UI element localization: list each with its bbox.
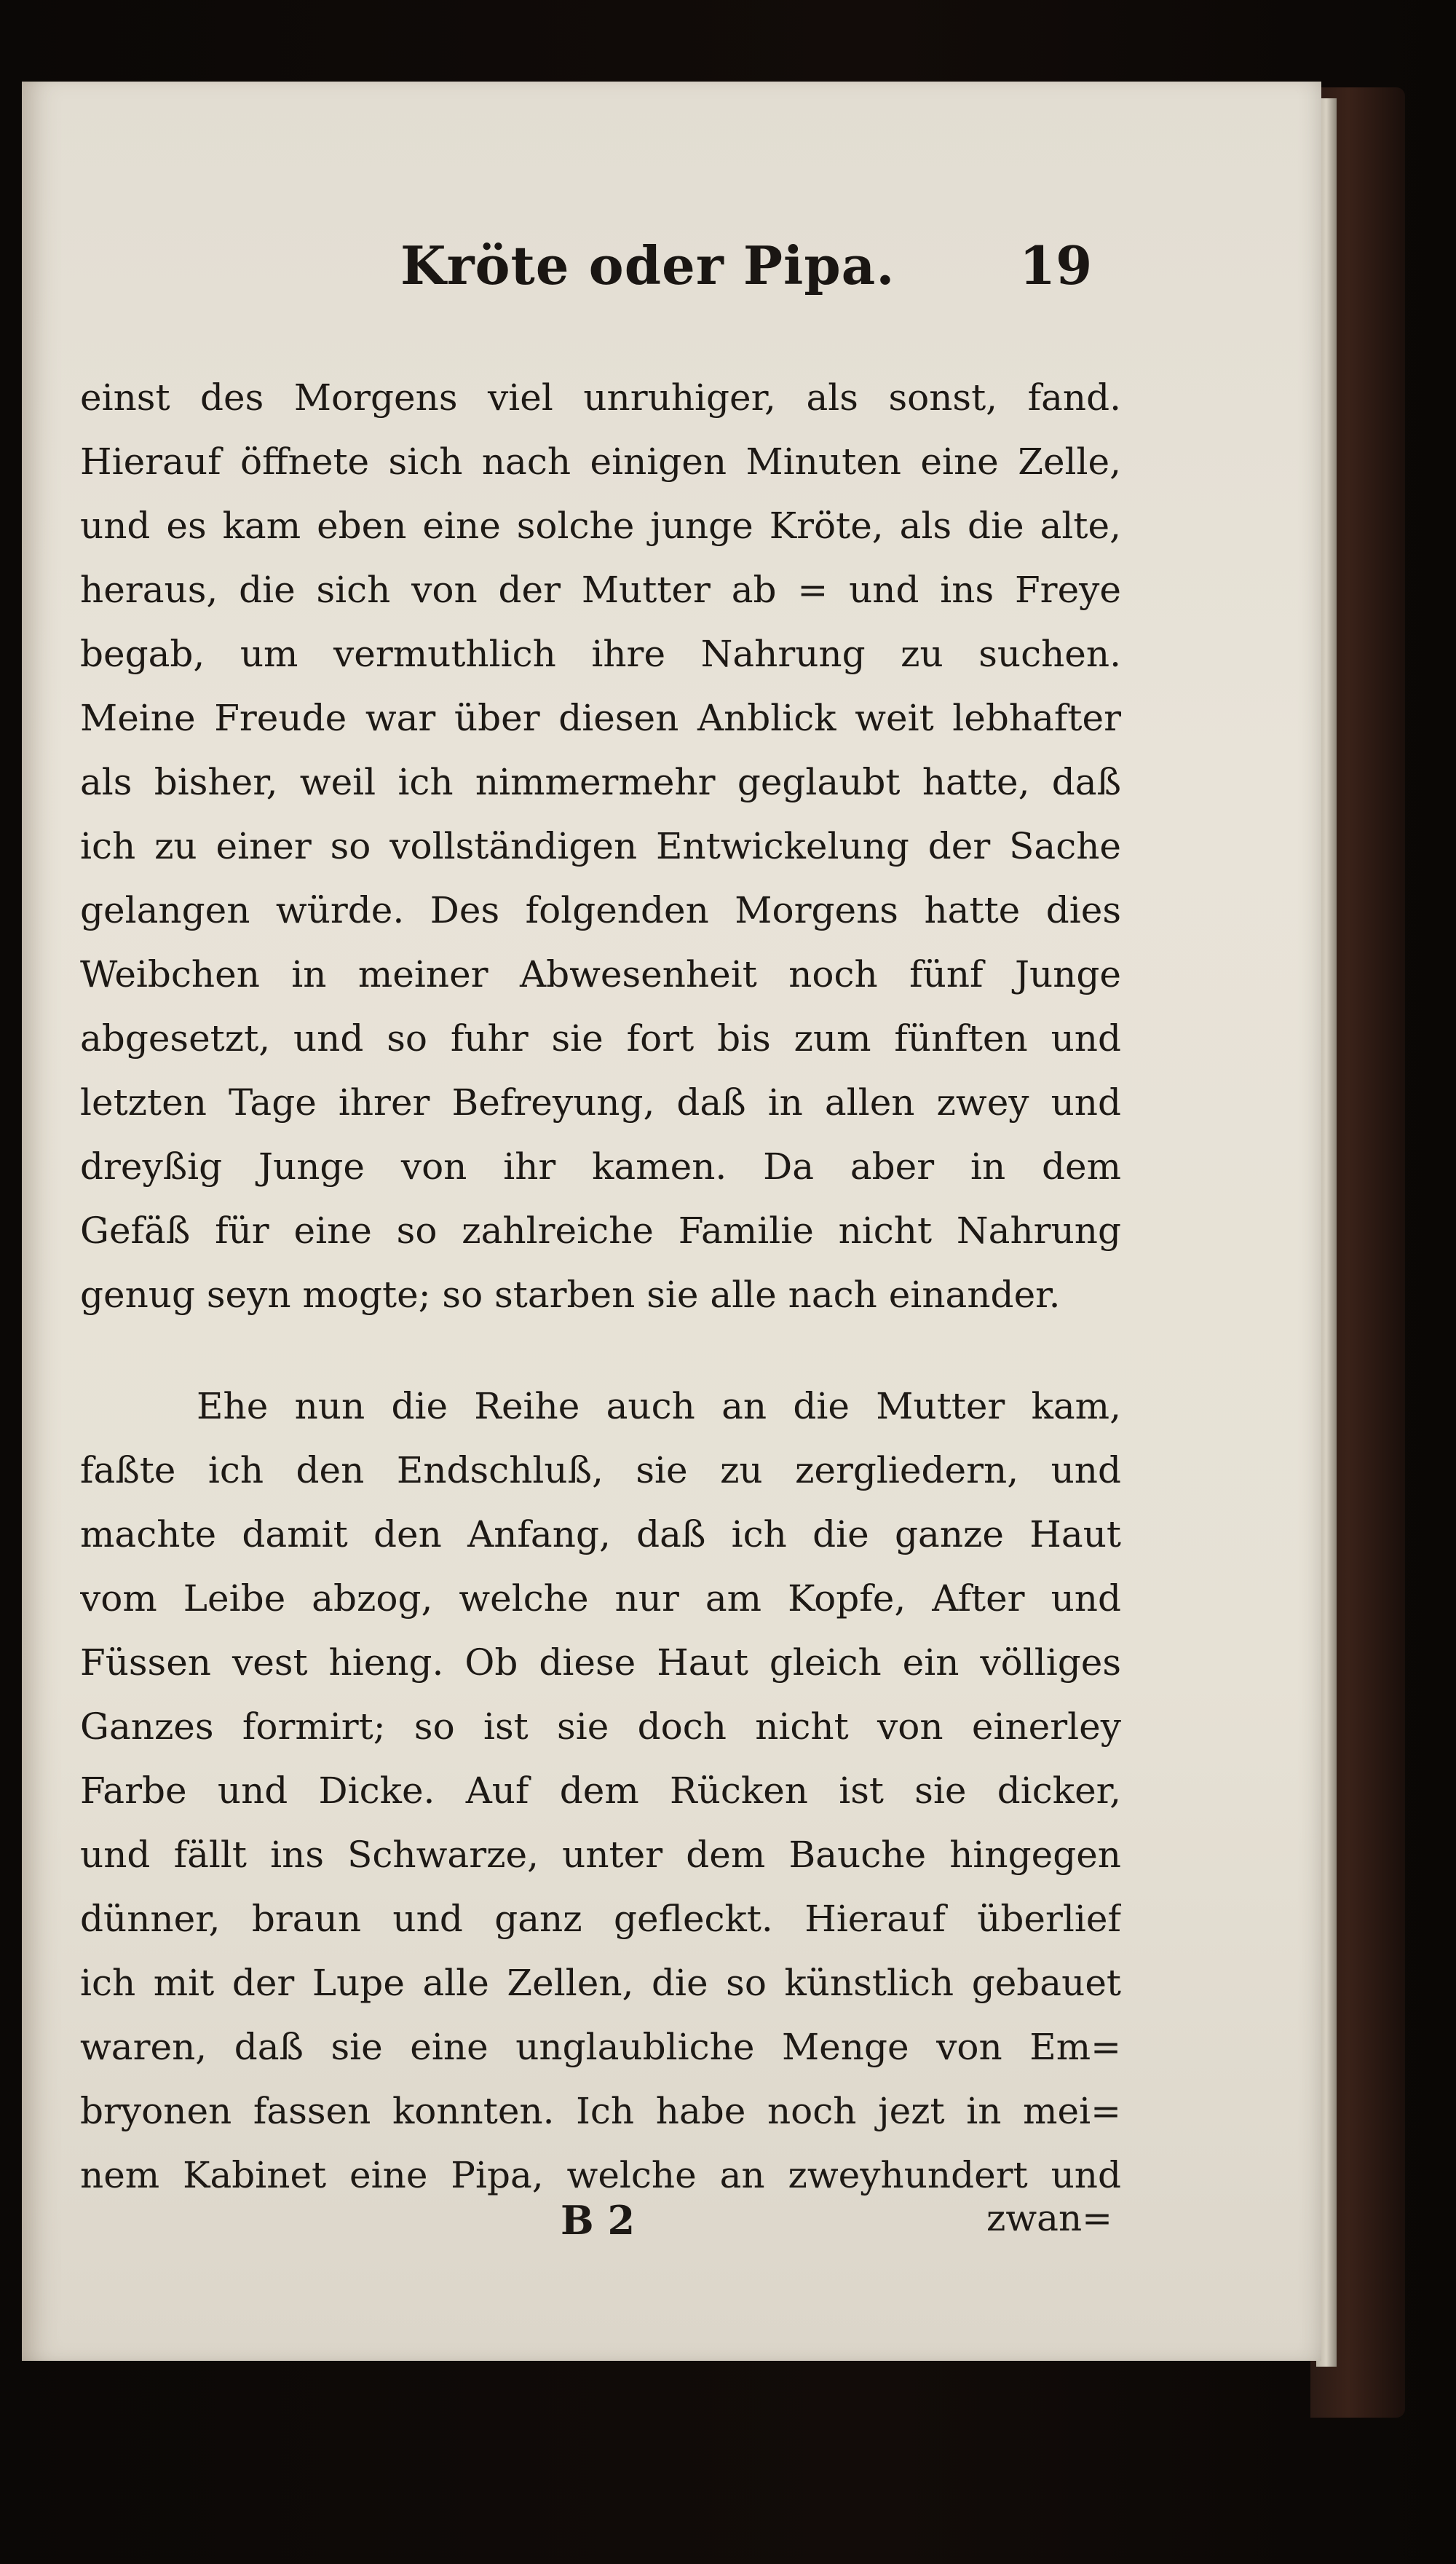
text-line: einst des Morgens viel unruhiger, als sonst, fand. — [80, 376, 1121, 419]
book-page — [22, 82, 1321, 2361]
text-line: ich mit der Lupe alle Zellen, die so künstlich gebauet — [80, 1962, 1121, 2004]
text-line: dreyßig Junge von ihr kamen. Da aber in dem — [80, 1145, 1121, 1188]
page-footer — [22, 2197, 1321, 2263]
paragraph-1 — [80, 366, 1121, 1327]
text-line: als bisher, weil ich nimmermehr geglaubt hatte, daß — [80, 761, 1121, 803]
text-line: ich zu einer so vollständigen Entwickelung der Sache — [80, 825, 1121, 867]
text-line: heraus, die sich von der Mutter ab = und ins Freye — [80, 569, 1121, 611]
page-body — [80, 366, 1121, 2207]
running-title: Kröte oder Pipa. — [400, 234, 895, 296]
catchword: zwan= — [986, 2197, 1113, 2239]
text-line: abgesetzt, und so fuhr sie fort bis zum fünften und — [80, 1017, 1121, 1060]
text-line: begab, um vermuthlich ihre Nahrung zu suchen. — [80, 633, 1121, 675]
paragraph-gap — [80, 1327, 1121, 1374]
text-line: Weibchen in meiner Abwesenheit noch fünf Junge — [80, 953, 1121, 995]
text-line: Hierauf öffnete sich nach einigen Minuten eine Zelle, — [80, 441, 1121, 483]
paragraph-2 — [80, 1374, 1121, 2207]
text-line: letzten Tage ihrer Befreyung, daß in allen zwey und — [80, 1081, 1121, 1124]
text-line: Farbe und Dicke. Auf dem Rücken ist sie dicker, — [80, 1770, 1121, 1812]
text-line: Meine Freude war über diesen Anblick weit lebhafter — [80, 697, 1121, 739]
text-line: Ganzes formirt; so ist sie doch nicht von einerley — [80, 1705, 1121, 1748]
text-line: Füssen vest hieng. Ob diese Haut gleich ein völliges — [80, 1641, 1121, 1684]
text-line: dünner, braun und ganz gefleckt. Hierauf überlief — [80, 1898, 1121, 1940]
text-line: und fällt ins Schwarze, unter dem Bauche hingegen — [80, 1834, 1121, 1876]
text-line: vom Leibe abzog, welche nur am Kopfe, After und — [80, 1577, 1121, 1620]
page-number: 19 — [1019, 234, 1093, 296]
page-header — [22, 234, 1321, 344]
text-line: Gefäß für eine so zahlreiche Familie nicht Nahrung — [80, 1210, 1121, 1252]
text-line: bryonen fassen konnten. Ich habe noch jezt in mei= — [80, 2090, 1121, 2132]
text-line: gelangen würde. Des folgenden Morgens hatte dies — [80, 889, 1121, 931]
text-line: Ehe nun die Reihe auch an die Mutter kam, — [197, 1385, 1121, 1427]
text-line: machte damit den Anfang, daß ich die ganze Haut — [80, 1513, 1121, 1555]
text-line: nem Kabinet eine Pipa, welche an zweyhundert und — [80, 2154, 1121, 2196]
text-line: und es kam eben eine solche junge Kröte, als die alte, — [80, 505, 1121, 547]
text-line: faßte ich den Endschluß, sie zu zergliedern, und — [80, 1449, 1121, 1491]
signature-mark: B 2 — [561, 2197, 636, 2244]
text-line: genug seyn mogte; so starben sie alle nach einander. — [80, 1274, 1061, 1316]
text-line: waren, daß sie eine unglaubliche Menge von Em= — [80, 2026, 1121, 2068]
